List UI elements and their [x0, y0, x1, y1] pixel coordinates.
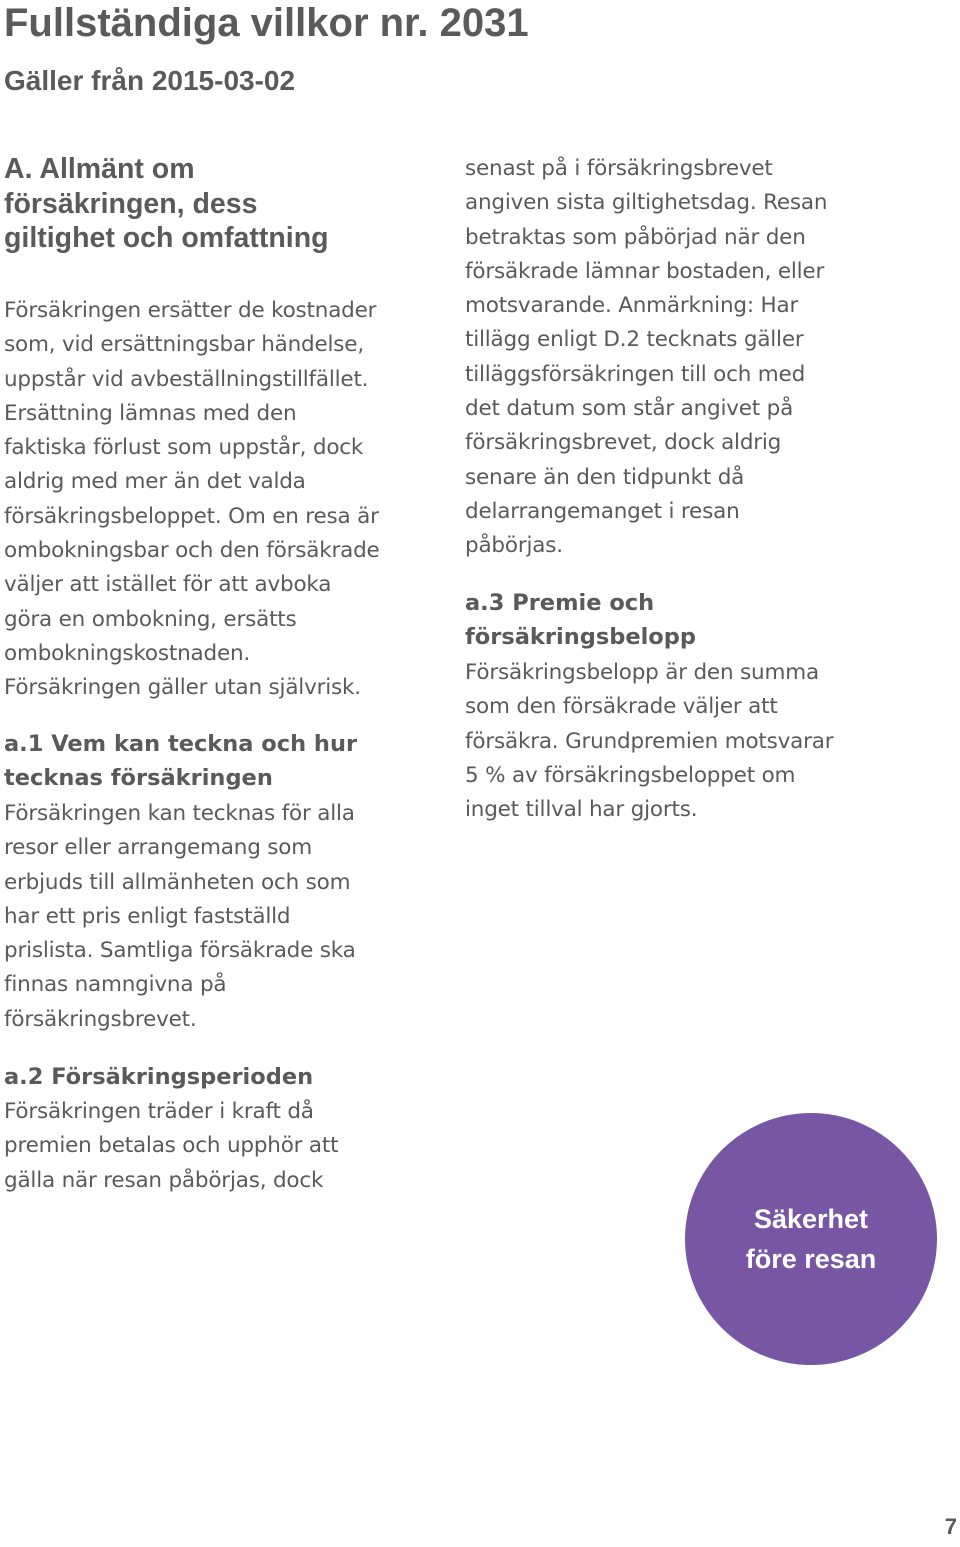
section-a3-body-line: Försäkringsbelopp är den summa [465, 660, 819, 685]
document-title: Fullständiga villkor nr. 2031 [4, 1, 529, 45]
section-a2-continued-line: senast på i försäkringsbrevet [465, 156, 773, 181]
section-a2-body-line: Försäkringen träder i kraft då [4, 1099, 314, 1124]
section-a2-body-line: premien betalas och upphör att [4, 1133, 339, 1159]
section-a-body [4, 294, 380, 706]
section-a2-heading [4, 1060, 313, 1094]
section-a2-continued-line: motsvarande. Anmärkning: Har [465, 293, 799, 319]
section-a-body-line: Försäkringen gäller utan självrisk. [4, 675, 361, 701]
badge-text-line: Säkerhet [753, 1204, 869, 1234]
section-a2-body-line: gälla när resan påbörjas, dock [4, 1167, 324, 1193]
section-a3-body [465, 656, 833, 827]
section-a3-body-line: inget tillval har gjorts. [465, 797, 698, 823]
section-a3-body-line: 5 % av försäkringsbeloppet om [465, 762, 796, 788]
page-number: 7 [944, 1514, 957, 1539]
section-a1-heading-line: tecknas försäkringen [4, 765, 273, 792]
section-a3-body-line: som den försäkrade väljer att [465, 694, 778, 720]
section-a2-continued-line: försäkrade lämnar bostaden, eller [465, 258, 825, 284]
section-a2-continued-body [465, 152, 827, 564]
section-a-body-line: aldrig med mer än det valda [4, 469, 306, 495]
section-a3-heading [465, 586, 696, 655]
section-a1-body [4, 797, 356, 1037]
section-a-heading [4, 152, 329, 256]
section-a1-body-line: Försäkringen kan tecknas för alla [4, 801, 355, 826]
section-a2-continued-line: tilläggsförsäkringen till och med [465, 361, 806, 387]
section-a1-body-line: resor eller arrangemang som [4, 835, 312, 861]
section-a-body-line: faktiska förlust som uppstår, dock [4, 435, 364, 461]
section-a-body-line: ombokningsbar och den försäkrade [4, 538, 380, 564]
section-a1-body-line: försäkringsbrevet. [4, 1006, 197, 1032]
section-a-body-line: Försäkringen ersätter de kostnader [4, 298, 377, 323]
section-a-body-line: Ersättning lämnas med den [4, 400, 297, 426]
section-a2-continued-line: påbörjas. [465, 533, 563, 559]
section-a2-body [4, 1095, 338, 1198]
section-a1-heading-line: a.1 Vem kan teckna och hur [4, 731, 358, 757]
section-a1-body-line: prislista. Samtliga försäkrade ska [4, 938, 356, 964]
section-a2-continued-line: angiven sista giltighetsdag. Resan [465, 190, 828, 216]
section-a-body-line: uppstår vid avbeställningstillfället. [4, 366, 369, 392]
section-a2-continued-line: det datum som står angivet på [465, 396, 794, 422]
section-a2-continued-line: senare än den tidpunkt då [465, 464, 745, 490]
section-a2-continued-line: betraktas som påbörjad när den [465, 224, 806, 250]
section-a-body-line: försäkringsbeloppet. Om en resa är [4, 503, 379, 529]
section-a-body-line: göra en ombokning, ersätts [4, 606, 297, 632]
section-a2-continued-line: tillägg enligt D.2 tecknats gäller [465, 327, 804, 353]
section-a2-continued-line: försäkringsbrevet, dock aldrig [465, 430, 782, 456]
section-a-heading-line: försäkringen, dess [4, 187, 258, 220]
section-a-body-line: väljer att istället för att avboka [4, 572, 332, 598]
section-a3-heading-line: a.3 Premie och [465, 590, 655, 616]
section-a-heading-line: A. Allmänt om [4, 153, 195, 185]
section-a1-body-line: erbjuds till allmänheten och som [4, 869, 351, 895]
section-a3-body-line: försäkra. Grundpremien motsvarar [465, 728, 834, 754]
section-a1-body-line: finnas namngivna på [4, 972, 227, 998]
section-a2-heading-line: a.2 Försäkringsperioden [4, 1064, 314, 1090]
badge-text-line: före resan [745, 1244, 877, 1274]
section-a2-continued-line: delarrangemanget i resan [465, 498, 740, 524]
safety-badge [685, 1113, 937, 1365]
section-a-body-line: som, vid ersättningsbar händelse, [4, 332, 364, 358]
section-a3-heading-line: försäkringsbelopp [465, 624, 696, 651]
document-validity-date: Gäller från 2015-03-02 [4, 65, 296, 96]
section-a-body-line: ombokningskostnaden. [4, 640, 251, 666]
section-a1-body-line: har ett pris enligt fastställd [4, 903, 291, 929]
section-a1-heading [4, 727, 357, 796]
section-a-heading-line: giltighet och omfattning [4, 222, 329, 254]
